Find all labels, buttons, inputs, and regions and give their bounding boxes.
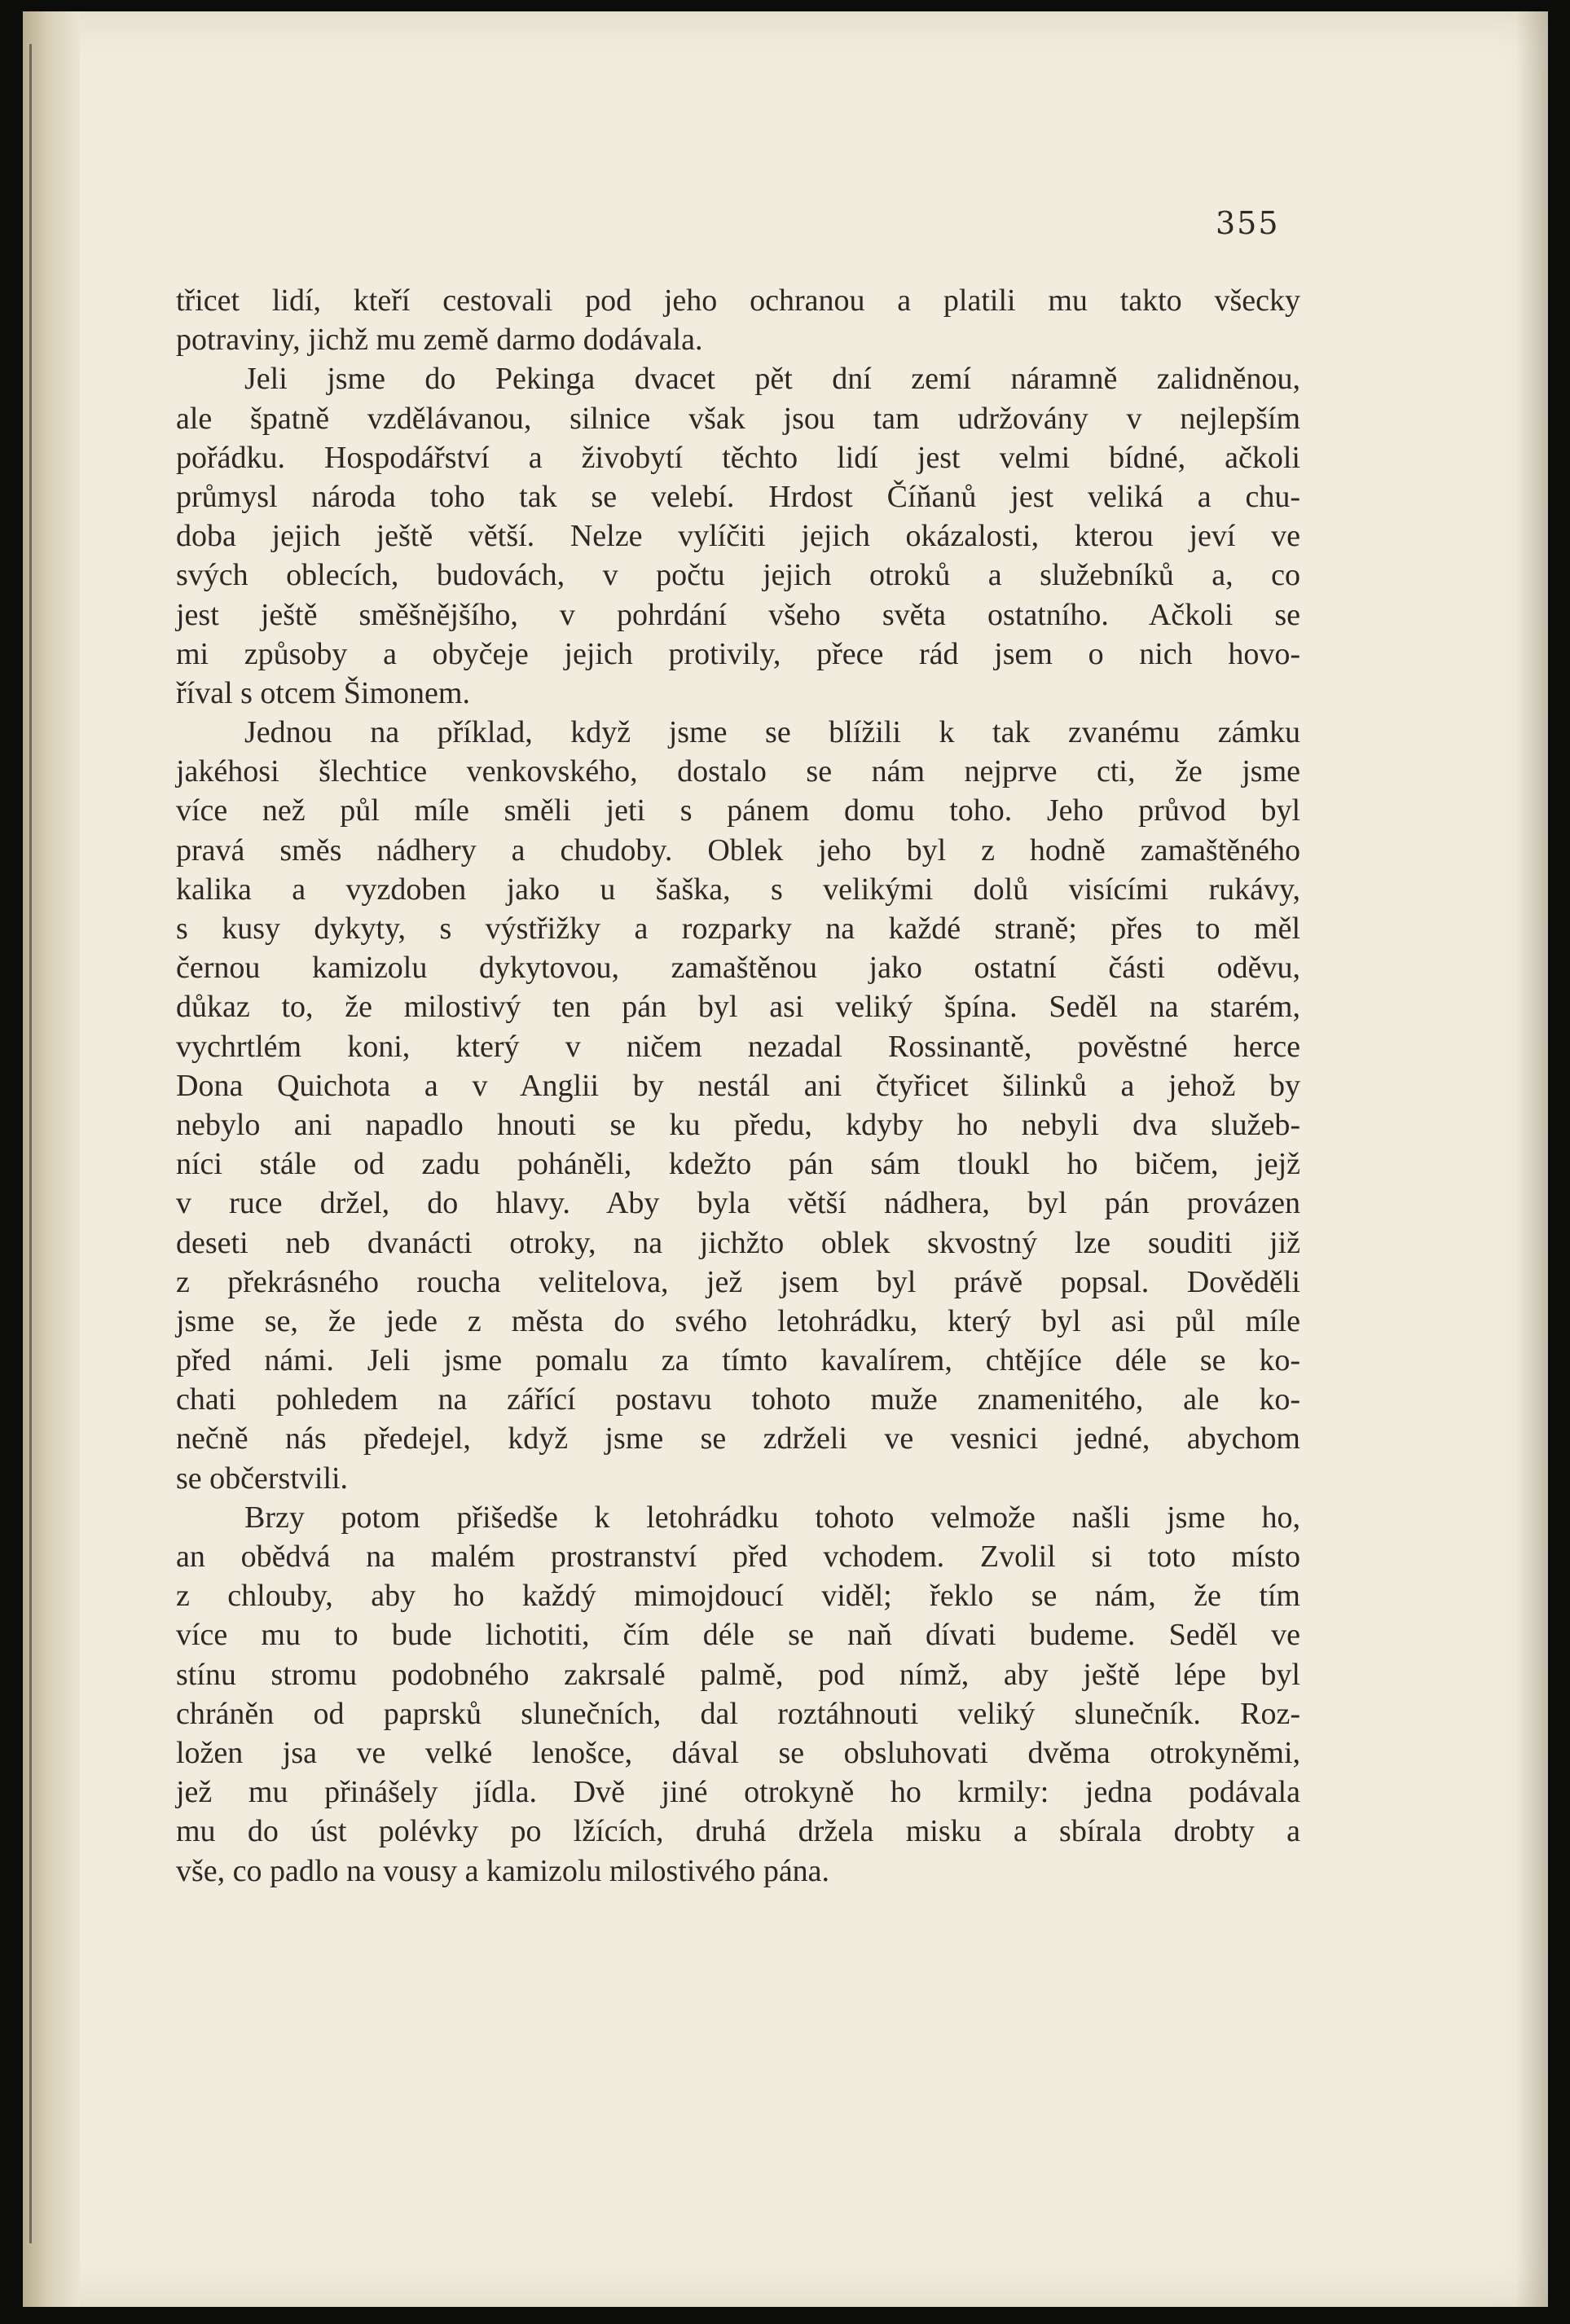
text-line: jež mu přinášely jídla. Dvě jiné otrokyně ho krmily: jedna podávala: [176, 1775, 1300, 1810]
text-line: jest ještě směšnějšího, v pohrdání všeho světa ostatního. Ačkoli se: [176, 597, 1300, 632]
text-line: pořádku. Hospodářství a živobytí těchto lidí jest velmi bídné, ačkoli: [176, 440, 1300, 475]
text-line: Dona Quichota a v Anglii by nestál ani čtyřicet šilinků a jehož by: [176, 1068, 1300, 1103]
text-line: kalika a vyzdoben jako u šaška, s velikými dolů visícími rukávy,: [176, 872, 1300, 907]
text-line: více mu to bude lichotiti, čím déle se naň dívati budeme. Seděl ve: [176, 1618, 1300, 1653]
page-edge-shadow: [1515, 11, 1548, 2307]
text-line: Jednou na příklad, když jsme se blížili k tak zvanému zámku: [244, 715, 1300, 750]
binding-edge: [29, 44, 32, 2243]
text-line: potraviny, jichž mu země darmo dodávala.: [176, 323, 703, 358]
text-line: deseti neb dvanácti otroky, na jichžto oblek skvostný lze souditi již: [176, 1225, 1300, 1260]
text-line: níci stále od zadu poháněli, kdežto pán sám tloukl ho bičem, jejž: [176, 1147, 1300, 1182]
body-text: [176, 281, 1300, 1891]
text-line: z překrásného roucha velitelova, jež jsem byl právě popsal. Dověděli: [176, 1264, 1300, 1299]
text-line: před námi. Jeli jsme pomalu za tímto kavalírem, chtějíce déle se ko-: [176, 1343, 1300, 1378]
text-line: Brzy potom přišedše k letohrádku tohoto velmože našli jsme ho,: [244, 1500, 1300, 1535]
text-line: z chlouby, aby ho každý mimojdoucí viděl; řeklo se nám, že tím: [176, 1579, 1300, 1614]
text-line: v ruce držel, do hlavy. Aby byla větší nádhera, byl pán provázen: [176, 1186, 1300, 1221]
text-line: ložen jsa ve velké lenošce, dával se obsluhovati dvěma otrokyněmi,: [176, 1735, 1300, 1770]
text-line: mu do úst polévky po lžících, druhá držela misku a sbírala drobty a: [176, 1814, 1300, 1849]
text-line: chráněn od paprsků slunečních, dal roztáhnouti veliký slunečník. Roz-: [176, 1696, 1300, 1731]
text-line: černou kamizolu dykytovou, zamaštěnou jako ostatní části oděvu,: [176, 951, 1300, 986]
text-line: třicet lidí, kteří cestovali pod jeho ochranou a platili mu takto všecky: [176, 283, 1300, 318]
page-number: 355: [1216, 205, 1280, 241]
text-line: stínu stromu podobného zakrsalé palmě, pod nímž, aby ještě lépe byl: [176, 1657, 1300, 1692]
text-line: doba jejich ještě větší. Nelze vylíčiti jejich okázalosti, kterou jeví ve: [176, 519, 1300, 554]
text-line: důkaz to, že milostivý ten pán byl asi veliký špína. Seděl na starém,: [176, 990, 1300, 1025]
text-line: průmysl národa toho tak se velebí. Hrdost Číňanů jest veliká a chu-: [176, 479, 1300, 514]
text-line: Jeli jsme do Pekinga dvacet pět dní zemí náramně zalidněnou,: [244, 362, 1300, 397]
text-line: říval s otcem Šimonem.: [176, 675, 470, 710]
text-line: nečně nás předejel, když jsme se zdrželi ve vesnici jedné, abychom: [176, 1421, 1300, 1456]
text-line: an obědvá na malém prostranství před vchodem. Zvolil si toto místo: [176, 1540, 1300, 1574]
text-line: se občerstvili.: [176, 1461, 349, 1496]
text-line: jsme se, že jede z města do svého letohrádku, který byl asi půl míle: [176, 1303, 1300, 1338]
text-line: nebylo ani napadlo hnouti se ku předu, kdyby ho nebyli dva služeb-: [176, 1107, 1300, 1142]
text-line: chati pohledem na zářící postavu tohoto muže znamenitého, ale ko-: [176, 1382, 1300, 1417]
text-line: více než půl míle směli jeti s pánem domu toho. Jeho průvod byl: [176, 793, 1300, 828]
text-line: mi způsoby a obyčeje jejich protivily, přece rád jsem o nich hovo-: [176, 636, 1300, 671]
text-line: vše, co padlo na vousy a kamizolu milostivého pána.: [176, 1853, 830, 1888]
text-line: ale špatně vzdělávanou, silnice však jsou tam udržovány v nejlepším: [176, 401, 1300, 436]
text-line: vychrtlém koni, který v ničem nezadal Rossinantě, pověstné herce: [176, 1029, 1300, 1064]
text-line: s kusy dykyty, s výstřižky a rozparky na každé straně; přes to měl: [176, 912, 1300, 946]
text-line: pravá směs nádhery a chudoby. Oblek jeho byl z hodně zamaštěného: [176, 833, 1300, 868]
text-line: svých oblecích, budovách, v počtu jejich otroků a služebníků a, co: [176, 558, 1300, 593]
text-line: jakéhosi šlechtice venkovského, dostalo se nám nejprve cti, že jsme: [176, 754, 1300, 789]
